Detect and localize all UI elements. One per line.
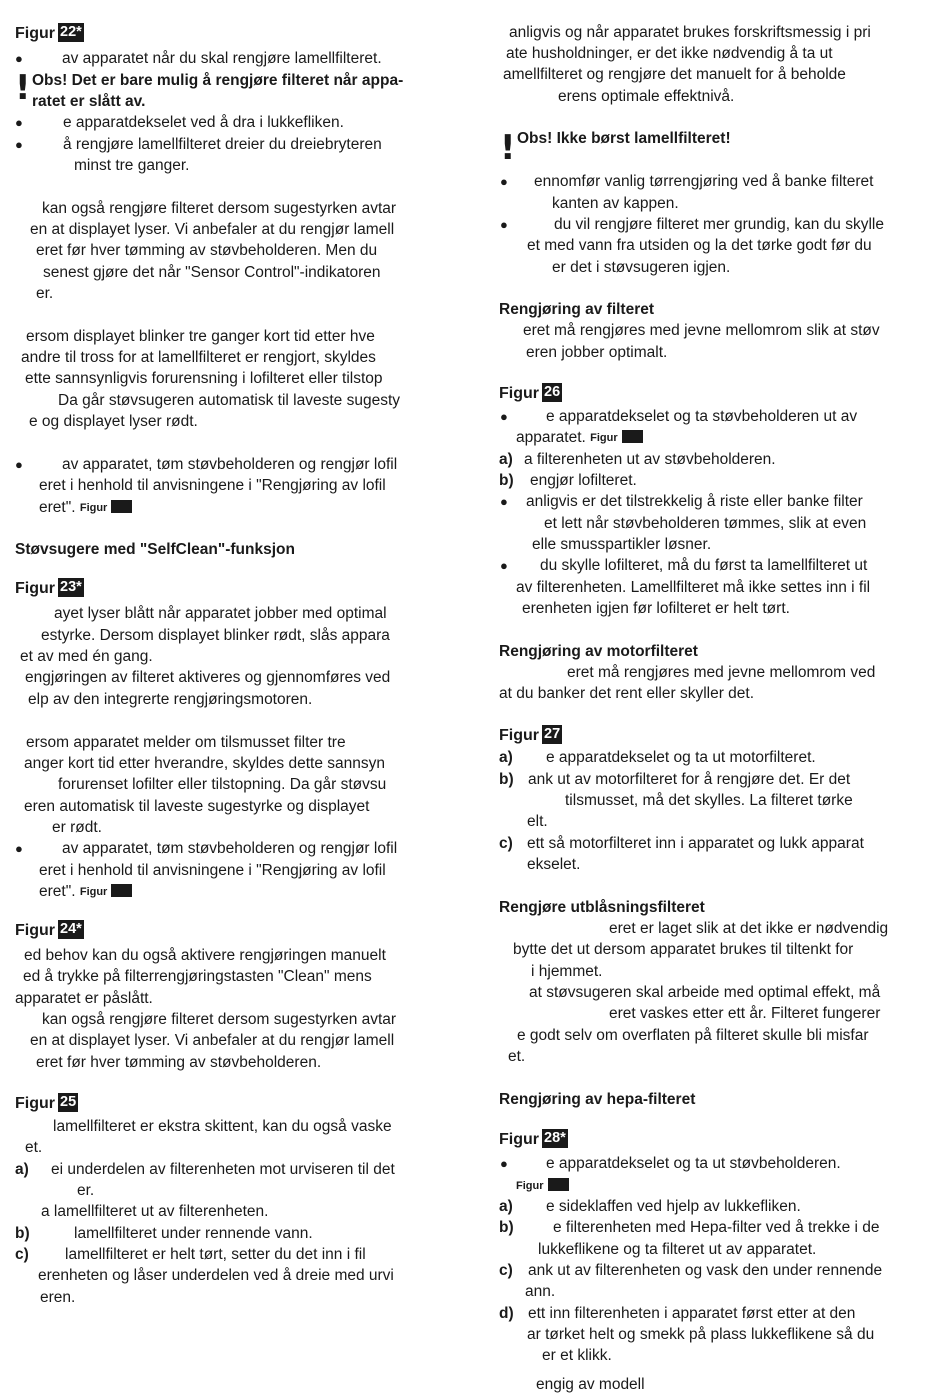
body-text: er rødt. <box>52 819 102 836</box>
bullet-icon: ● <box>500 494 508 509</box>
bullet-icon: ● <box>15 457 23 472</box>
body-text: ar tørket helt og smekk på plass lukkeflikene så du <box>527 1326 875 1343</box>
body-text: eret er laget slik at det ikke er nødvendig <box>609 920 889 937</box>
body-text: du skylle lofilteret, må du først ta lamellfilteret ut <box>540 557 868 574</box>
body-text: e filterenheten med Hepa-filter ved å trekke i de <box>553 1219 880 1236</box>
body-text: lamellfilteret er ekstra skittent, kan du også vaske <box>53 1118 392 1135</box>
figure-26-heading <box>499 383 562 404</box>
body-text: en at displayet lyser. Vi anbefaler at du rengjør lamell <box>30 1032 395 1049</box>
body-text: anger kort tid etter hverandre, skyldes dette sannsyn <box>24 755 386 772</box>
body-text: ett så motorfilteret inn i apparatet og lukk apparat <box>527 835 864 852</box>
warning-text: Obs! Ikke børst lamellfilteret! <box>517 130 731 147</box>
list-marker: d) <box>499 1305 514 1322</box>
body-text: lukkeflikene og ta filteret ut av apparatet. <box>538 1241 817 1258</box>
body-text: tilsmusset, må det skylles. La filteret tørke <box>565 792 853 809</box>
figure-number-badge: 28* <box>544 1130 566 1146</box>
warning-icon: ! <box>500 128 516 168</box>
figure-23-heading <box>15 578 84 599</box>
body-text: bytte det ut dersom apparatet brukes til tiltenkt for <box>513 941 854 958</box>
body-text: apparatet. <box>516 429 586 446</box>
list-marker: a) <box>499 1198 513 1215</box>
body-text: et med vann fra utsiden og la det tørke godt før du <box>527 237 872 254</box>
body-text: kanten av kappen. <box>552 195 679 212</box>
body-text: e og displayet lyser rødt. <box>29 413 198 430</box>
list-marker: b) <box>499 771 514 788</box>
body-text: e apparatdekselet og ta ut støvbeholderen. <box>546 1155 841 1172</box>
figure-number-badge: 26 <box>544 384 561 400</box>
body-text: e apparatdekselet og ta ut motorfilteret. <box>546 749 816 766</box>
bullet-icon: ● <box>500 174 508 189</box>
body-text: ett inn filterenheten i apparatet først etter at den <box>528 1305 856 1322</box>
list-marker: b) <box>499 1219 514 1236</box>
body-text: eret i henhold til anvisningene i "Rengjøring av lofil <box>39 862 386 879</box>
bullet-icon: ● <box>500 217 508 232</box>
figure-number-badge: 24* <box>60 921 82 937</box>
body-text: ennomfør vanlig tørrengjøring ved å banke filteret <box>534 173 874 190</box>
body-text: ersom displayet blinker tre ganger kort tid etter hve <box>26 328 375 345</box>
body-text: a lamellfilteret ut av filterenheten. <box>41 1203 269 1220</box>
body-text: ed behov kan du også aktivere rengjøringen manuelt <box>24 947 386 964</box>
body-text: eret". <box>39 499 76 516</box>
body-text: lamellfilteret under rennende vann. <box>74 1225 313 1242</box>
bullet-icon: ● <box>15 51 23 66</box>
body-text: av apparatet, tøm støvbeholderen og rengjør lofil <box>62 840 398 857</box>
body-text: anligvis er det tilstrekkelig å riste eller banke filter <box>526 493 863 510</box>
body-text: e apparatdekselet ved å dra i lukkefliken. <box>63 114 344 131</box>
body-text: lamellfilteret er helt tørt, setter du det inn i fil <box>65 1246 366 1263</box>
body-text: et. <box>508 1048 526 1065</box>
body-text: at støvsugeren skal arbeide med optimal effekt, må <box>529 984 881 1001</box>
figure-22-heading <box>15 23 84 44</box>
warning-text: Obs! Det er bare mulig å rengjøre filteret når appa- <box>32 72 404 89</box>
body-text: kan også rengjøre filteret dersom sugestyrken avtar <box>42 1011 397 1028</box>
body-text: e apparatdekselet og ta støvbeholderen ut av <box>546 408 858 425</box>
body-text: et av med én gang. <box>20 648 153 665</box>
figure-ref-box <box>622 430 643 443</box>
body-text: e godt selv om overflaten på filteret skulle bli misfar <box>517 1027 869 1044</box>
body-text: eret må rengjøres med jevne mellomrom slik at støv <box>523 322 880 339</box>
body-text: ersom apparatet melder om tilsmusset filter tre <box>26 734 346 751</box>
body-text: estyrke. Dersom displayet blinker rødt, slås appara <box>41 627 390 644</box>
body-text: er et klikk. <box>542 1347 612 1364</box>
body-text: du vil rengjøre filteret mer grundig, kan du skylle <box>554 216 884 233</box>
body-text: i hjemmet. <box>531 963 603 980</box>
body-text: apparatet er påslått. <box>15 990 153 1007</box>
body-text: erenheten igjen før lofilteret er helt tørt. <box>522 600 790 617</box>
body-text: ed å trykke på filterrengjøringstasten "Clean" mens <box>23 968 372 985</box>
figure-label: Figur <box>499 727 539 744</box>
section-heading: Støvsugere med "SelfClean"-funksjon <box>15 541 295 558</box>
body-text-with-figure-ref <box>516 427 643 449</box>
body-text: en at displayet lyser. Vi anbefaler at du rengjør lamell <box>30 221 395 238</box>
figure-ref-label: Figur <box>590 432 618 444</box>
body-text: å rengjøre lamellfilteret dreier du dreiebryteren <box>63 136 382 153</box>
body-text: erens optimale effektnivå. <box>558 88 735 105</box>
bullet-icon: ● <box>500 558 508 573</box>
body-text: ank ut av filterenheten og vask den under rennende <box>528 1262 883 1279</box>
body-text: elt. <box>527 813 548 830</box>
body-text: kan også rengjøre filteret dersom sugestyrken avtar <box>42 200 397 217</box>
bullet-icon: ● <box>500 1156 508 1171</box>
body-text: eren automatisk til laveste sugestyrke og displayet <box>24 798 370 815</box>
body-text: senest gjøre det når "Sensor Control"-indikatoren <box>43 264 381 281</box>
body-text: ayet lyser blått når apparatet jobber med optimal <box>54 605 387 622</box>
bullet-icon: ● <box>500 409 508 424</box>
figure-label: Figur <box>15 25 55 42</box>
figure-24-heading <box>15 920 84 941</box>
list-marker: b) <box>499 472 514 489</box>
body-text: er det i støvsugeren igjen. <box>552 259 731 276</box>
body-text-with-figure-ref <box>39 497 132 519</box>
body-text: andre til tross for at lamellfilteret er rengjort, skyldes <box>21 349 376 366</box>
figure-ref-box <box>548 1178 569 1191</box>
body-text: eret før hver tømming av støvbeholderen. Men du <box>36 242 378 259</box>
body-text: av apparatet, tøm støvbeholderen og rengjør lofil <box>62 456 398 473</box>
body-text: eret". <box>39 883 76 900</box>
body-text: ei underdelen av filterenheten mot urviseren til det <box>51 1161 395 1178</box>
figure-25-heading <box>15 1093 78 1114</box>
section-heading: Rengjøring av filteret <box>499 301 655 318</box>
body-text: et lett når støvbeholderen tømmes, slik at even <box>544 515 867 532</box>
body-text: engjøringen av filteret aktiveres og gjennomføres ved <box>25 669 391 686</box>
list-marker: a) <box>499 749 513 766</box>
figure-label: Figur <box>15 922 55 939</box>
body-text: av apparatet når du skal rengjøre lamellfilteret. <box>62 50 382 67</box>
body-text: ank ut av motorfilteret for å rengjøre det. Er det <box>528 771 851 788</box>
body-text: elp av den integrerte rengjøringsmotoren. <box>28 691 313 708</box>
body-text: e sideklaffen ved hjelp av lukkefliken. <box>546 1198 801 1215</box>
section-heading: Rengjøre utblåsningsfilteret <box>499 899 705 916</box>
figure-ref-label: Figur <box>516 1180 544 1192</box>
figure-ref-label: Figur <box>79 886 108 898</box>
body-text: elle smusspartikler løsner. <box>532 536 712 553</box>
body-text: at du banker det rent eller skyller det. <box>499 685 755 702</box>
figure-label: Figur <box>499 385 539 402</box>
list-marker: b) <box>15 1225 30 1242</box>
list-marker: c) <box>499 835 513 852</box>
figure-number-badge: 22* <box>60 24 82 40</box>
figure-ref-box <box>111 884 132 897</box>
body-text: engjør lofilteret. <box>530 472 637 489</box>
bullet-icon: ● <box>15 115 23 130</box>
figure-28-heading <box>499 1129 568 1150</box>
body-text: av filterenheten. Lamellfilteret må ikke settes inn i fil <box>516 579 871 596</box>
warning-icon: ! <box>15 68 31 108</box>
body-text: forurenset lofilter eller tilstopning. Da går støvsu <box>58 776 387 793</box>
body-text: erenheten og låser underdelen ved å dreie med urvi <box>38 1267 394 1284</box>
body-text: er. <box>36 285 54 302</box>
body-text: eren jobber optimalt. <box>526 344 668 361</box>
body-text: eren. <box>40 1289 76 1306</box>
section-heading: Rengjøring av motorfilteret <box>499 643 698 660</box>
figure-27-heading <box>499 725 562 746</box>
body-text: anligvis og når apparatet brukes forskriftsmessig i pri <box>509 24 871 41</box>
list-marker: a) <box>15 1161 29 1178</box>
figure-number-badge: 27 <box>544 726 561 742</box>
figure-ref <box>516 1175 569 1197</box>
figure-ref-box <box>111 500 132 513</box>
warning-text: ratet er slått av. <box>32 93 146 110</box>
bullet-icon: ● <box>15 841 23 856</box>
body-text: eret i henhold til anvisningene i "Rengjøring av lofil <box>39 477 386 494</box>
figure-label: Figur <box>15 1095 55 1112</box>
figure-number-badge: 25 <box>60 1094 77 1110</box>
list-marker: a) <box>499 451 513 468</box>
body-text: ate husholdninger, er det ikke nødvendig å ta ut <box>506 45 833 62</box>
body-text-with-figure-ref <box>39 881 132 903</box>
body-text: a filterenheten ut av støvbeholderen. <box>524 451 776 468</box>
body-text: eret må rengjøres med jevne mellomrom ved <box>567 664 876 681</box>
list-marker: c) <box>499 1262 513 1279</box>
body-text: eret vaskes etter ett år. Filteret fungerer <box>609 1005 881 1022</box>
bullet-icon: ● <box>15 137 23 152</box>
body-text: eret før hver tømming av støvbeholderen. <box>36 1054 322 1071</box>
section-heading: Rengjøring av hepa-filteret <box>499 1091 696 1108</box>
footer-note: engig av modell <box>536 1376 645 1393</box>
body-text: et. <box>25 1139 43 1156</box>
body-text: ekselet. <box>527 856 581 873</box>
figure-ref-label: Figur <box>79 502 108 514</box>
body-text: minst tre ganger. <box>74 157 190 174</box>
figure-number-badge: 23* <box>60 579 82 595</box>
body-text: Da går støvsugeren automatisk til laveste sugesty <box>58 392 401 409</box>
body-text: ann. <box>525 1283 556 1300</box>
figure-label: Figur <box>15 580 55 597</box>
figure-label: Figur <box>499 1131 539 1148</box>
list-marker: c) <box>15 1246 29 1263</box>
body-text: amellfilteret og rengjøre det manuelt for å beholde <box>503 66 846 83</box>
body-text: er. <box>77 1182 95 1199</box>
body-text: ette sannsynligvis forurensning i lofilteret eller tilstop <box>25 370 383 387</box>
